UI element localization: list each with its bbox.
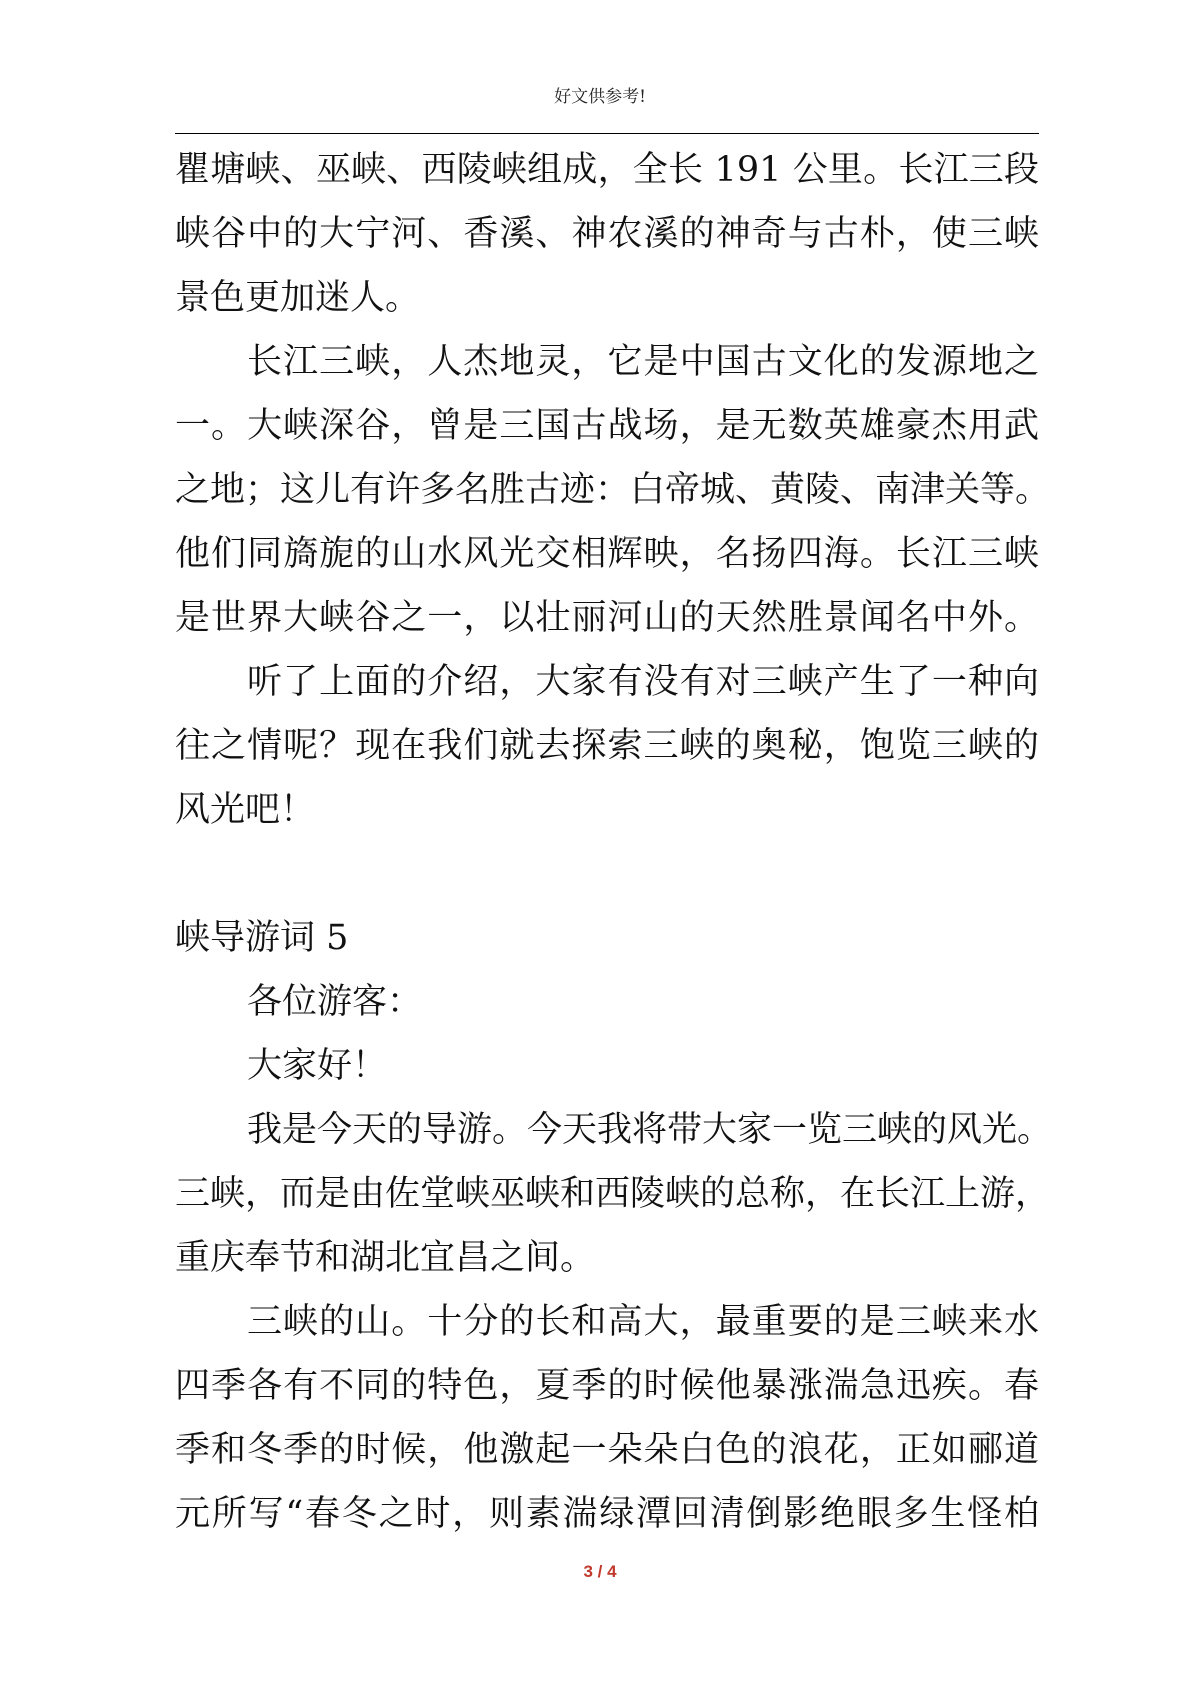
text-line: 听了上面的介绍，大家有没有对三峡产生了一种向 [247, 662, 1039, 702]
text-line: 重庆奉节和湖北宜昌之间。 [175, 1238, 596, 1278]
paragraph-3 [175, 650, 1039, 842]
text-line: 之地；这儿有许多名胜古迹：白帝城、黄陵、南津关等。 [175, 470, 1051, 510]
text-line: 一。大峡深谷，曾是三国古战场，是无数英雄豪杰用武 [175, 406, 1039, 446]
page-header: 好文供参考! [554, 87, 646, 107]
text-line: 是世界大峡谷之一，以壮丽河山的天然胜景闻名中外。 [175, 598, 1039, 638]
text-line: 我是今天的导游。今天我将带大家一览三峡的风光。 [247, 1110, 1053, 1150]
paragraph-2 [175, 330, 1051, 650]
paragraph-4 [175, 1098, 1053, 1290]
text-line: 峡谷中的大宁河、香溪、神农溪的神奇与古朴，使三峡 [175, 214, 1039, 254]
text-line: 风光吧！ [175, 790, 316, 830]
paragraph-5 [175, 1290, 1039, 1546]
text-line: 三峡的山。十分的长和高大，最重要的是三峡来水 [247, 1302, 1039, 1342]
text-line: 三峡，而是由佐堂峡巫峡和西陵峡的总称，在长江上游， [175, 1174, 1051, 1214]
document-body [175, 138, 1053, 1546]
text-line: 元所写“春冬之时，则素湍绿潭回清倒影绝眼多生怪柏 [175, 1494, 1039, 1534]
header-divider [175, 133, 1039, 134]
text-line: 四季各有不同的特色，夏季的时候他暴涨湍急迅疾。春 [175, 1366, 1039, 1406]
text-line: 他们同旖旎的山水风光交相辉映，名扬四海。长江三峡 [175, 534, 1039, 574]
text-line: 长江三峡，人杰地灵，它是中国古文化的发源地之 [247, 342, 1039, 382]
paragraph-1 [175, 138, 1039, 330]
text-line: 季和冬季的时候，他激起一朵朵白色的浪花，正如郦道 [175, 1430, 1039, 1470]
page-number: 3 / 4 [583, 1562, 617, 1581]
section-title: 峡导游词 5 [175, 918, 349, 958]
hello-line: 大家好！ [247, 1046, 388, 1086]
blank-line [175, 842, 1039, 906]
greeting-line: 各位游客： [247, 982, 423, 1022]
text-line: 景色更加迷人。 [175, 278, 421, 318]
text-line: 瞿塘峡、巫峡、西陵峡组成，全长 191 公里。长江三段 [175, 150, 1039, 190]
text-line: 往之情呢？现在我们就去探索三峡的奥秘，饱览三峡的 [175, 726, 1039, 766]
